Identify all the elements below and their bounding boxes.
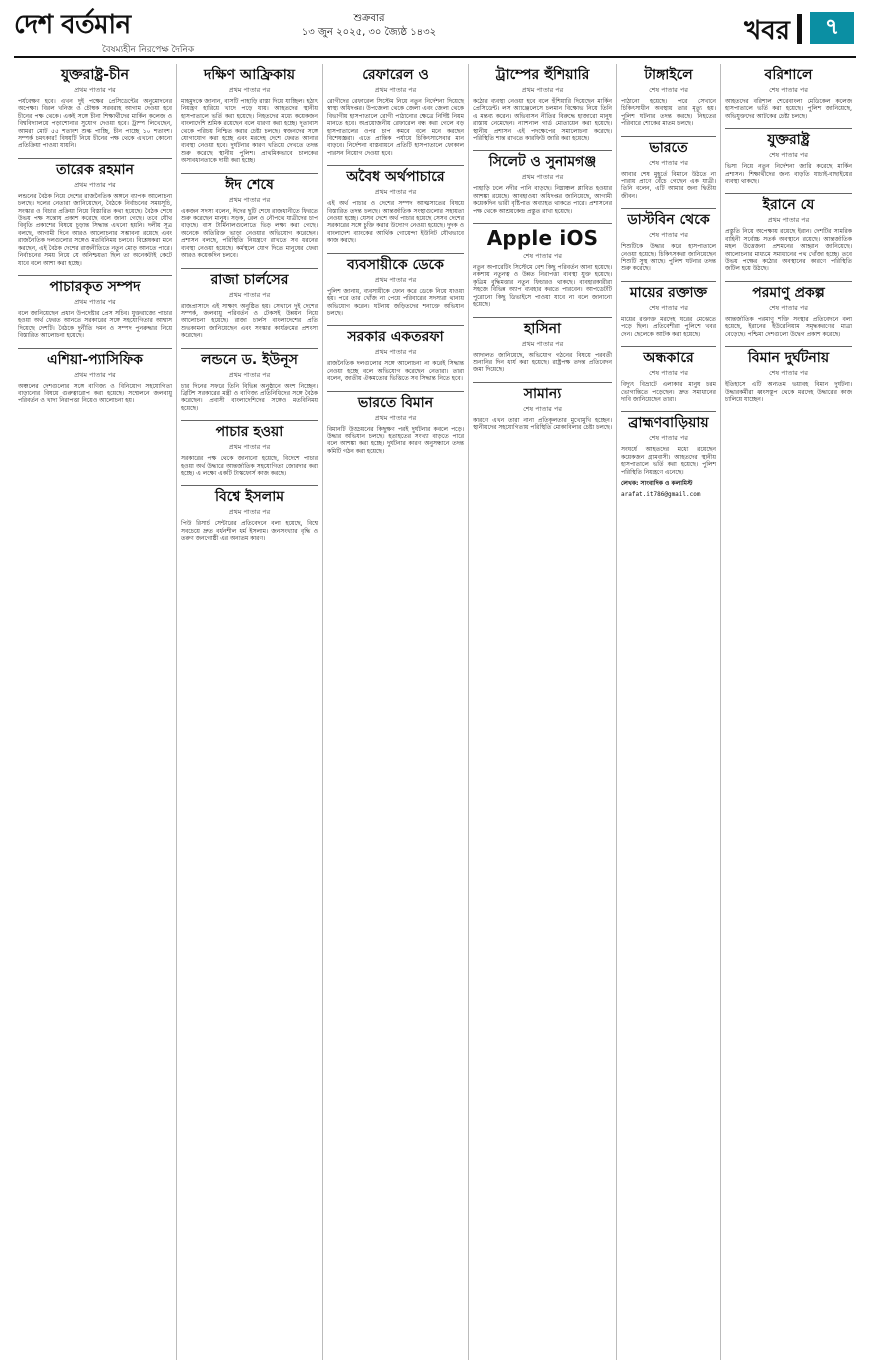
story-body: ইতিহাসে এটি অন্যতম ভয়াবহ বিমান দুর্ঘটনা। উদ্ধারকর্মীরা ধ্বংসস্তূপ থেকে মরদেহ উদ্ধারের কাজ চালিয়ে যাচ্ছেন। bbox=[725, 381, 852, 403]
story-body: বলে জানিয়েছেন প্রধান উপদেষ্টার প্রেস সচিব। যুক্তরাজ্যে পাচার হওয়া অর্থ ফেরত আনতে সরকারের সঙ্গে সহযোগিতার আশ্বাস দিয়েছে দেশটি। বৈঠকে দুর্নীতি দমন ও সম্পদ পুনরুদ্ধার নিয়ে বিস্তারিত আলোচনা হয়েছে। bbox=[18, 309, 172, 340]
news-story[interactable] bbox=[621, 64, 716, 128]
story-body: রোগীদের রেফারেল সিস্টেম নিয়ে নতুন নির্দেশনা দিয়েছে স্বাস্থ্য অধিদপ্তর। উপজেলা থেকে জেলা এবং জেলা থেকে বিভাগীয় হাসপাতালে রোগী পাঠানোর ক্ষেত্রে নির্দিষ্ট নিয়ম মানতে হবে। অপ্রয়োজনীয় রেফারেল বন্ধ করা গেলে বড় হাসপাতালের ওপর চাপ কমবে বলে মনে করছেন বিশেষজ্ঞরা। এতে প্রান্তিক পর্যায়ে চিকিৎসাসেবার মান বাড়বে। নির্দেশনা বাস্তবায়নে প্রতিটি হাসপাতালে ফোকাল পারসন নিয়োগ দেওয়া হবে। bbox=[327, 98, 464, 157]
page-number-badge: ৭ bbox=[810, 12, 854, 44]
story-body: নতুন অপারেটিং সিস্টেমে বেশ কিছু পরিবর্তন আনা হয়েছে। নকশায় নতুনত্ব ও উন্নত নিরাপত্তা ব্যবস্থা যুক্ত হয়েছে। কৃত্রিম বুদ্ধিমত্তার নতুন ফিচারও থাকছে। ব্যবহারকারীরা সহজে বিভিন্ন অ্যাপ ব্যবহার করতে পারবেন। আপডেটটি পুরোনো কিছু ডিভাইসে পাওয়া যাবে না বলে জানানো হয়েছে। bbox=[473, 264, 612, 309]
issue-date: ১৩ জুন ২০২৫, ৩০ জ্যৈষ্ঠ ১৪৩২ bbox=[301, 27, 437, 38]
continued-from-label: শেষ পাতার পর bbox=[649, 158, 688, 167]
news-story[interactable] bbox=[327, 391, 464, 456]
news-story[interactable] bbox=[621, 346, 716, 403]
story-body: সরকারের পক্ষ থেকে জানানো হয়েছে, বিদেশে পাচার হওয়া অর্থ উদ্ধারে আন্তর্জাতিক সহযোগিতা জোরদার করা হচ্ছে। এ লক্ষ্যে একটি টাস্কফোর্স কাজ করছে। bbox=[181, 455, 318, 477]
continued-from-label: শেষ পাতার পর bbox=[649, 303, 688, 312]
story-body: শিশুটিকে উদ্ধার করে হাসপাতালে নেওয়া হয়েছে। চিকিৎসকরা জানিয়েছেন শিশুটি সুস্থ আছে। পুলিশ ঘটনার তদন্ত শুরু করেছে। bbox=[621, 243, 716, 273]
author-email[interactable]: arafat.it786@gmail.com bbox=[621, 490, 701, 498]
story-body: মায়ের রক্তাক্ত মরদেহ ঘরের মেঝেতে পড়ে ছিল। প্রতিবেশীরা পুলিশে খবর দেন। ছেলেকে আটক করা হয়েছে। bbox=[621, 315, 716, 338]
news-story[interactable] bbox=[18, 275, 172, 340]
continued-from-label: প্রথম পাতার পর bbox=[521, 339, 564, 348]
news-story[interactable] bbox=[473, 317, 612, 374]
news-story[interactable] bbox=[621, 208, 716, 273]
news-story[interactable] bbox=[181, 64, 318, 165]
news-story[interactable] bbox=[473, 150, 612, 215]
story-body: চার দিনের সফরে তিনি বিভিন্ন অনুষ্ঠানে অংশ নিচ্ছেন। ব্রিটিশ সরকারের মন্ত্রী ও বাণিজ্য প্রতিনিধিদের সঙ্গে বৈঠক করেছেন। প্রবাসী বাংলাদেশিদের সঙ্গেও মতবিনিময় হয়েছে। bbox=[181, 382, 318, 412]
story-headline[interactable]: পাচার হওয়া bbox=[181, 420, 318, 441]
story-body: পুলিশ জানায়, ব্যবসায়ীকে ফোন করে ডেকে নিয়ে যাওয়া হয়। পরে তার খোঁজ না পেয়ে পরিবারের সদস্যরা থানায় অভিযোগ করেন। ঘটনায় জড়িতদের শনাক্তে অভিযান চলছে। bbox=[327, 287, 464, 317]
continued-from-label: প্রথম পাতার পর bbox=[374, 348, 417, 357]
news-story[interactable] bbox=[327, 165, 464, 244]
continued-from-label: শেষ পাতার পর bbox=[649, 86, 688, 94]
story-body: আন্তর্জাতিক পরমাণু শক্তি সংস্থার প্রতিবেদনে বলা হয়েছে, ইরানের ইউরেনিয়াম সমৃদ্ধকরণের মাত্রা বেড়েছে। পশ্চিমা দেশগুলো উদ্বেগ প্রকাশ করেছে। bbox=[725, 315, 852, 338]
story-body: পাঠানো হয়েছে। পরে সেখানে চিকিৎসাধীন অবস্থায় তার মৃত্যু হয়। পুলিশ ঘটনার তদন্ত করছে। নিহতের পরিবারে শোকের মাতম চলছে। bbox=[621, 98, 716, 128]
story-headline[interactable]: ট্রাম্পের হুঁশিয়ারি bbox=[495, 67, 590, 83]
continued-from-label: প্রথম পাতার পর bbox=[74, 86, 116, 94]
story-body: সংঘর্ষে আহতদের মধ্যে রয়েছেন কয়েকজন গ্রামবাসী। আহতদের স্থানীয় হাসপাতালে ভর্তি করা হয়েছে। পুলিশ পরিস্থিতি নিয়ন্ত্রণে এনেছে। bbox=[621, 446, 716, 476]
story-body: বিদ্যুৎ বিভ্রাটে এলাকার মানুষ চরম ভোগান্তিতে পড়েছেন। দ্রুত সমাধানের দাবি জানিয়েছেন তারা। bbox=[621, 381, 716, 403]
author-byline: লেখক: সাংবাদিক ও কলামিস্ট bbox=[621, 479, 693, 487]
continued-from-label: শেষ পাতার পর bbox=[769, 369, 808, 378]
column-5 bbox=[616, 64, 720, 1360]
news-story[interactable] bbox=[181, 268, 318, 340]
continued-from-label: প্রথম পাতার পর bbox=[521, 86, 564, 94]
newspaper-tagline: বৈষম্যহীন নিরপেক্ষ দৈনিক bbox=[102, 45, 195, 55]
news-story[interactable] bbox=[181, 348, 318, 413]
story-headline[interactable]: সরকার একতরফা bbox=[327, 325, 464, 346]
continued-from-label: প্রথম পাতার পর bbox=[228, 195, 271, 204]
story-headline[interactable]: অন্ধকারে bbox=[621, 346, 716, 367]
continued-from-label: শেষ পাতার পর bbox=[649, 369, 688, 378]
story-body: কঠোর ব্যবস্থা নেওয়া হবে বলে হুঁশিয়ারি দিয়েছেন মার্কিন প্রেসিডেন্ট। লস অ্যাঞ্জেলেসে চলমান বিক্ষোভ নিয়ে তিনি এ মন্তব্য করেন। অভিবাসন নীতির বিরুদ্ধে হাজারো মানুষ রাস্তায় নেমেছেন। ন্যাশনাল গার্ড মোতায়েন করা হয়েছে। স্থানীয় প্রশাসন এই পদক্ষেপের সমালোচনা করেছে। পরিস্থিতি শান্ত রাখতে কারফিউ জারি করা হয়েছে। bbox=[473, 98, 612, 143]
continued-from-label: প্রথম পাতার পর bbox=[374, 188, 417, 197]
news-story[interactable] bbox=[621, 281, 716, 338]
news-story[interactable] bbox=[18, 158, 172, 267]
continued-from-label: শেষ পাতার পর bbox=[523, 252, 562, 261]
news-story[interactable] bbox=[725, 346, 852, 403]
story-headline[interactable]: পরমাণু প্রকল্প bbox=[725, 281, 852, 302]
column-2 bbox=[176, 64, 322, 1360]
story-headline[interactable]: Apple iOS bbox=[473, 223, 612, 250]
story-body: রাজপ্রাসাদে এই সাক্ষাৎ অনুষ্ঠিত হয়। সেখানে দুই দেশের সম্পর্ক, জলবায়ু পরিবর্তন ও টেকসই উন্নয়ন নিয়ে আলোচনা হয়েছে। রাজা চার্লস বাংলাদেশের প্রতি শুভকামনা জানিয়েছেন এবং সংস্কার কার্যক্রমের প্রশংসা করেছেন। bbox=[181, 302, 318, 340]
continued-from-label: প্রথম পাতার পর bbox=[74, 370, 116, 379]
news-story[interactable] bbox=[181, 485, 318, 542]
story-body: একজন সদস্য বলেন, ঈদের ছুটি শেষে রাজধানীতে ফিরতে শুরু করেছেন মানুষ। সড়ক, রেল ও নৌপথে যাত্রীদের চাপ বাড়ছে। বাস টার্মিনালগুলোতে ভিড় লক্ষ্য করা গেছে। অনেকে অতিরিক্ত ভাড়া নেওয়ার অভিযোগ করেছেন। প্রশাসন বলছে, পরিস্থিতি নিয়ন্ত্রণে রাখতে সব ধরনের ব্যবস্থা নেওয়া হয়েছে। কর্মস্থলে যোগ দিতে মানুষের ফেরা আরও কয়েকদিন চলবে। bbox=[181, 207, 318, 260]
continued-from-label: প্রথম পাতার পর bbox=[74, 297, 116, 306]
continued-from-label: প্রথম পাতার পর bbox=[228, 86, 271, 94]
story-headline[interactable]: ভারতে bbox=[621, 136, 716, 157]
story-body: পিউ রিসার্চ সেন্টারের প্রতিবেদনে বলা হয়েছে, বিশ্বে সবচেয়ে দ্রুত বর্ধনশীল ধর্ম ইসলাম। জনসংখ্যার বৃদ্ধি ও তরুণ জনগোষ্ঠী এর অন্যতম কারণ। bbox=[181, 520, 318, 543]
story-headline[interactable]: পাচারকৃত সম্পদ bbox=[18, 275, 172, 296]
continued-from-label: শেষ পাতার পর bbox=[769, 86, 808, 94]
column-1 bbox=[14, 64, 176, 1360]
continued-from-label: প্রথম পাতার পর bbox=[374, 275, 417, 284]
continued-from-label: শেষ পাতার পর bbox=[649, 434, 688, 443]
news-story[interactable] bbox=[327, 253, 464, 318]
story-body: পর্যবেক্ষণ হবে। এখন দুই পক্ষের প্রেসিডেন্টের অনুমোদনের অপেক্ষা। বিরল খনিজ ও চৌম্বক সরবরাহ আগাম দেওয়া হবে চীনের পক্ষ থেকে। একই সঙ্গে চীনা শিক্ষার্থীদের মার্কিন কলেজ ও বিশ্ববিদ্যালয়ে পড়াশোনার সুযোগ দেওয়া হবে। ট্রাম্প লিখেছেন, আমরা মোট ৫৫ শতাংশ শুল্ক পাচ্ছি, চীন পাচ্ছে ১০ শতাংশ। সম্পর্ক চমৎকার! বিষয়টি নিয়ে চীনের পক্ষ থেকে এখনো কোনো প্রতিক্রিয়া পাওয়া যায়নি। bbox=[18, 98, 172, 150]
story-headline[interactable]: ইরানে যে bbox=[725, 193, 852, 214]
story-headline[interactable]: বরিশালে bbox=[764, 67, 813, 83]
dateline bbox=[254, 12, 484, 40]
story-body: ভিসা নিয়ে নতুন নির্দেশনা জারি করেছে মার্কিন প্রশাসন। শিক্ষার্থীদের জন্য বাড়তি যাচাই-বাছাইয়ের ব্যবস্থা থাকছে। bbox=[725, 163, 852, 186]
continued-from-label: প্রথম পাতার পর bbox=[521, 173, 564, 182]
story-body: আদালত জানিয়েছে, অভিযোগ গঠনের বিষয়ে পরবর্তী শুনানির দিন ধার্য করা হয়েছে। রাষ্ট্রপক্ষ তদন্ত প্রতিবেদন জমা দিয়েছে। bbox=[473, 351, 612, 374]
story-headline[interactable]: যুক্তরাষ্ট্র bbox=[725, 128, 852, 149]
story-headline[interactable]: টাঙ্গাইলে bbox=[644, 67, 693, 83]
masthead bbox=[14, 6, 856, 58]
story-body: আবার শেষ মুহূর্তে বিমানে উঠতে না পারায় প্রাণে বেঁচে গেছেন এক যাত্রী। তিনি বলেন, এটি আমার জন্য দ্বিতীয় জীবন। bbox=[621, 170, 716, 200]
continued-from-label: প্রথম পাতার পর bbox=[374, 413, 417, 422]
story-body: আহতদের বরিশাল শেরেবাংলা মেডিকেল কলেজ হাসপাতালে ভর্তি করা হয়েছে। পুলিশ জানিয়েছে, অভিযুক্তদের আটকের চেষ্টা চলছে। bbox=[725, 98, 852, 120]
continued-from-label: প্রথম পাতার পর bbox=[228, 290, 271, 299]
news-story[interactable] bbox=[725, 128, 852, 185]
continued-from-label: প্রথম পাতার পর bbox=[767, 216, 810, 225]
story-body: কারণে এখন তারা নানা প্রতিকূলতার মুখোমুখি হচ্ছেন। স্থানীয়দের সহযোগিতায় পরিস্থিতি মোকাবিলার চেষ্টা চলছে। bbox=[473, 416, 613, 432]
news-story[interactable] bbox=[725, 193, 852, 272]
story-headline[interactable]: যুক্তরাষ্ট্র-চীন bbox=[60, 67, 130, 83]
continued-from-label: প্রথম পাতার পর bbox=[228, 370, 271, 379]
story-headline[interactable]: মায়ের রক্তাক্ত bbox=[621, 281, 716, 302]
story-headline[interactable]: সিলেট ও সুনামগঞ্জ bbox=[473, 150, 612, 171]
section-divider bbox=[797, 14, 802, 44]
story-body: পাহাড়ি ঢলে নদীর পানি বাড়ছে। নিম্নাঞ্চল প্লাবিত হওয়ার আশঙ্কা রয়েছে। আবহাওয়া অধিদপ্তর জানিয়েছে, আগামী কয়েকদিন ভারী বৃষ্টিপাত অব্যাহত থাকতে পারে। প্রশাসনের পক্ষ থেকে আশ্রয়কেন্দ্র প্রস্তুত রাখা হয়েছে। bbox=[473, 185, 612, 215]
story-body: এই অর্থ পাচার ও দেশের সম্পদ আত্মসাতের বিষয়ে বিস্তারিত তদন্ত চলছে। আন্তর্জাতিক সংস্থাগুলোর সহায়তা নেওয়া হচ্ছে। যেসব দেশে অর্থ পাচার হয়েছে সেসব দেশের সরকারের সঙ্গে চুক্তি করার উদ্যোগ নেওয়া হয়েছে। দুদক ও বাংলাদেশ ব্যাংকের আর্থিক গোয়েন্দা ইউনিট যৌথভাবে কাজ করছে। bbox=[327, 200, 464, 245]
newspaper-logo[interactable] bbox=[14, 8, 131, 44]
story-body: রাজনৈতিক দলগুলোর সঙ্গে আলোচনা না করেই সিদ্ধান্ত নেওয়া হচ্ছে বলে অভিযোগ করেছেন নেতারা। তারা বলেন, জাতীয় ঐকমত্যের ভিত্তিতে সব সিদ্ধান্ত নিতে হবে। bbox=[327, 360, 464, 383]
story-headline[interactable]: ব্রাহ্মণবাড়িয়ায় bbox=[621, 411, 716, 432]
news-story[interactable] bbox=[725, 281, 852, 338]
story-headline[interactable]: বিশ্বে ইসলাম bbox=[181, 485, 318, 506]
logo-text: দেশ বর্তমান bbox=[14, 10, 131, 40]
news-story[interactable] bbox=[473, 382, 612, 432]
story-headline[interactable]: অবৈধ অর্থপাচারে bbox=[327, 165, 464, 186]
section-title: খবর bbox=[744, 16, 790, 46]
news-story[interactable] bbox=[327, 325, 464, 382]
story-headline[interactable]: বিমান দুর্ঘটনায় bbox=[725, 346, 852, 367]
story-headline[interactable]: সামান্য bbox=[473, 382, 612, 403]
story-headline[interactable]: লন্ডনে ড. ইউনূস bbox=[181, 348, 318, 369]
continued-from-label: শেষ পাতার পর bbox=[769, 151, 808, 160]
news-story[interactable] bbox=[473, 64, 612, 142]
news-story[interactable] bbox=[327, 64, 464, 157]
continued-from-label: প্রথম পাতার পর bbox=[228, 443, 271, 452]
story-headline[interactable]: হাসিনা bbox=[473, 317, 612, 338]
continued-from-label: প্রথম পাতার পর bbox=[74, 180, 116, 189]
issue-day: শুক্রবার bbox=[353, 13, 385, 24]
continued-from-label: প্রথম পাতার পর bbox=[374, 86, 417, 94]
continued-from-label: শেষ পাতার পর bbox=[523, 404, 562, 413]
continued-from-label: শেষ পাতার পর bbox=[769, 303, 808, 312]
story-headline[interactable]: ডাস্টবিন থেকে bbox=[621, 208, 716, 229]
news-story[interactable] bbox=[621, 411, 716, 498]
column-6 bbox=[720, 64, 856, 1360]
story-headline[interactable]: রেফারেল ও bbox=[362, 67, 429, 83]
news-story[interactable] bbox=[18, 348, 172, 405]
story-headline[interactable]: তারেক রহমান bbox=[18, 158, 172, 179]
story-headline[interactable]: ভারতে বিমান bbox=[327, 391, 464, 412]
news-story[interactable] bbox=[621, 136, 716, 201]
story-headline[interactable]: রাজা চার্লসের bbox=[181, 268, 318, 289]
story-headline[interactable]: এশিয়া-প্যাসিফিক bbox=[18, 348, 172, 369]
story-body: লন্ডনের বৈঠক নিয়ে দেশের রাজনৈতিক অঙ্গনে ব্যাপক আলোচনা চলছে। দলের নেতারা জানিয়েছেন, বৈঠকে নির্বাচনের সময়সূচি, সংস্কার ও বিচার প্রক্রিয়া নিয়ে বিস্তারিত কথা হয়েছে। বৈঠক শেষে উভয় পক্ষ সন্তোষ প্রকাশ করেছে বলে জানা গেছে। তবে যৌথ বিবৃতি প্রকাশের বিষয়ে চূড়ান্ত সিদ্ধান্ত এখনো হয়নি। দলীয় সূত্র বলছে, আগামী দিনে আরও আলোচনার সম্ভাবনা রয়েছে এবং রাজনৈতিক দলগুলোর সঙ্গেও মতবিনিময় চলবে। বিশ্লেষকরা মনে করছেন, এই বৈঠক দেশের রাজনীতিতে নতুন মোড় আনতে পারে। নির্বাচনের সময় নিয়ে যে অনিশ্চয়তা ছিল তা অনেকটাই কেটে যাবে বলে আশা করা হচ্ছে। bbox=[18, 192, 172, 267]
story-body: বিমানটি উড্ডয়নের কিছুক্ষণ পরই দুর্ঘটনার কবলে পড়ে। উদ্ধার অভিযান চলছে। হতাহতের সংখ্যা বাড়তে পারে বলে আশঙ্কা করা হচ্ছে। দুর্ঘটনার কারণ অনুসন্ধানে তদন্ত কমিটি গঠন করা হয়েছে। bbox=[327, 425, 464, 455]
continued-from-label: প্রথম পাতার পর bbox=[228, 508, 271, 517]
story-body: মাহমুদকে জানান, বাসটি পাহাড়ি রাস্তা দিয়ে যাচ্ছিল। হঠাৎ নিয়ন্ত্রণ হারিয়ে খাদে পড়ে যায়। আহতদের স্থানীয় হাসপাতালে ভর্তি করা হয়েছে। নিহতদের মধ্যে কয়েকজন বাংলাদেশি শ্রমিক রয়েছেন বলে ধারণা করা হচ্ছে। দূতাবাস থেকে পরিচয় নিশ্চিত করার চেষ্টা চলছে। স্বজনদের সঙ্গে যোগাযোগ করা হচ্ছে এবং মরদেহ দেশে ফেরত আনার ব্যবস্থা নেওয়া হবে। দুর্ঘটনার কারণ খতিয়ে দেখতে তদন্ত শুরু করেছে স্থানীয় পুলিশ। প্রাথমিকভাবে চালকের অসাবধানতাকে দায়ী করা হচ্ছে। bbox=[181, 98, 318, 165]
story-body: প্রস্তুতি নিয়ে অপেক্ষায় রয়েছে ইরান। দেশটির সামরিক বাহিনী সর্বোচ্চ সতর্ক অবস্থানে রয়েছে। আন্তর্জাতিক মহল উত্তেজনা প্রশমনের আহ্বান জানিয়েছে। আলোচনার মাধ্যমে সমাধানের পথ খোঁজা হচ্ছে। তবে উভয় পক্ষের কঠোর অবস্থানের কারণে পরিস্থিতি জটিল হয়ে উঠছে। bbox=[725, 228, 852, 273]
column-3 bbox=[322, 64, 468, 1360]
news-story[interactable] bbox=[18, 64, 172, 150]
story-headline[interactable]: দক্ষিণ আফ্রিকায় bbox=[203, 67, 296, 83]
news-story[interactable] bbox=[181, 420, 318, 477]
news-story[interactable] bbox=[181, 173, 318, 260]
story-body: অঞ্চলের দেশগুলোর সঙ্গে বাণিজ্য ও বিনিয়োগ সহযোগিতা বাড়ানোর বিষয়ে গুরুত্বারোপ করা হয়েছে। সম্মেলনে জলবায়ু পরিবর্তন ও খাদ্য নিরাপত্তা নিয়েও আলোচনা হয়। bbox=[18, 382, 172, 405]
continued-from-label: শেষ পাতার পর bbox=[649, 231, 688, 240]
column-4 bbox=[468, 64, 616, 1360]
story-headline[interactable]: ব্যবসায়ীকে ডেকে bbox=[327, 253, 464, 274]
news-story[interactable] bbox=[473, 223, 612, 308]
news-story[interactable] bbox=[725, 64, 852, 120]
story-headline[interactable]: ঈদ শেষে bbox=[181, 173, 318, 194]
